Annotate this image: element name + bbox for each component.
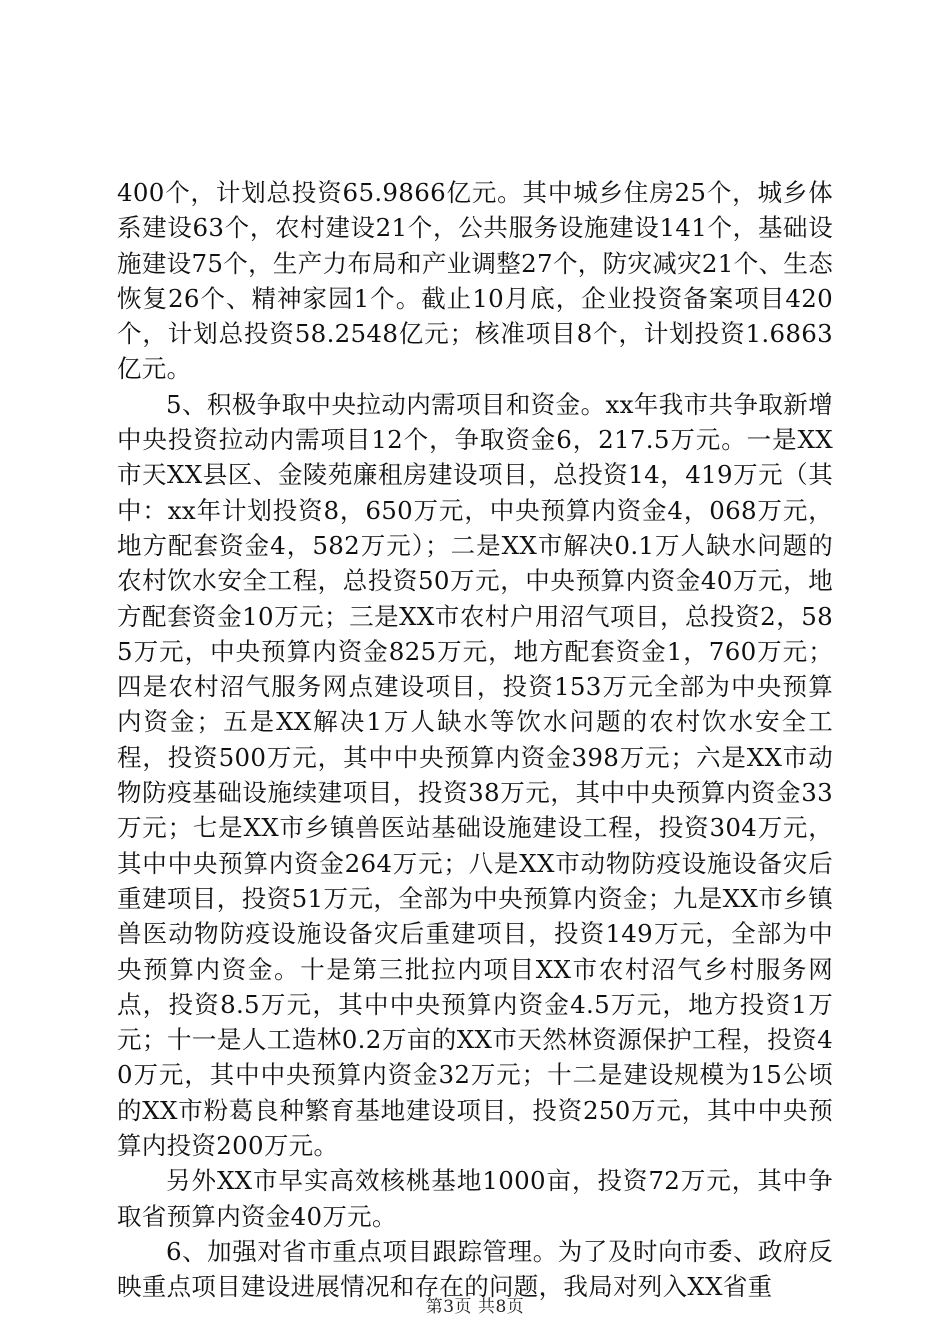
paragraph-walnut-base: 另外XX市早实高效核桃基地1000亩，投资72万元，其中争取省预算内资金40万元。 — [117, 1166, 833, 1231]
paragraph-key-project-tracking: 6、加强对省市重点项目跟踪管理。为了及时向市委、政府反映重点项目建设进展情况和存在的问题，我局对列入XX省重 — [117, 1236, 833, 1302]
paragraph-central-investment: 5、积极争取中央拉动内需项目和资金。xx年我市共争取新增中央投资拉动内需项目12个，争取资金6，217.5万元。一是XX市天XX县区、金陵苑廉租房建设项目，总投资14，419万元（其中：xx年计划投资8，650万元，中央预算内资金4，068万元，地方配套资金4，582万元）；二是XX市解决0.1万人缺水问题的农村饮水安全工程，总投资50万元，中央预算内资金40万元，地方配套资金10万元；三是XX市农村户用沼气项目，总投资2，585万元，中央预算内资金825万元，地方配套资金1，760万元；四是农村沼气服务网点建设项目，投资153万元全部为中央预算内资金；五是XX解决1万人缺水等饮水问题的农村饮水安全工程，投资500万元，其中中央预算内资金398万元；六是XX市动物防疫基础设施续建项目，投资38万元，其中中央预算内资金33万元；七是XX市乡镇兽医站基础设施建设工程，投资304万元，其中中央预算内资金264万元；八是XX市动物防疫设施设备灾后重建项目，投资51万元，全部为中央预算内资金；九是XX市乡镇兽医动物防疫设施设备灾后重建项目，投资149万元，全部为中央预算内资金。十是第三批拉内项目XX市农村沼气乡村服务网点，投资8.5万元，其中中央预算内资金4.5万元，地方投资1万元；十一是人工造林0.2万亩的XX市天然林资源保护工程，投资40万元，其中中央预算内资金32万元；十二是建设规模为15公顷的XX市粉葛良种繁育基地建设项目，投资250万元，其中中央预算内投资200万元。 — [117, 389, 833, 1161]
paragraph-project-summary: 400个，计划总投资65.9866亿元。其中城乡住房25个，城乡体系建设63个，农村建设21个，公共服务设施建设141个，基础设施建设75个，生产力布局和产业调整27个，防灾减灾21个、生态恢复26个、精神家园1个。截止10月底，企业投资备案项目420个，计划总投资58.2548亿元；核准项目8个，计划投资1.6863亿元。 — [117, 178, 833, 384]
page-footer: 第3页 共8页 — [425, 1297, 525, 1317]
document-body — [117, 175, 833, 1305]
